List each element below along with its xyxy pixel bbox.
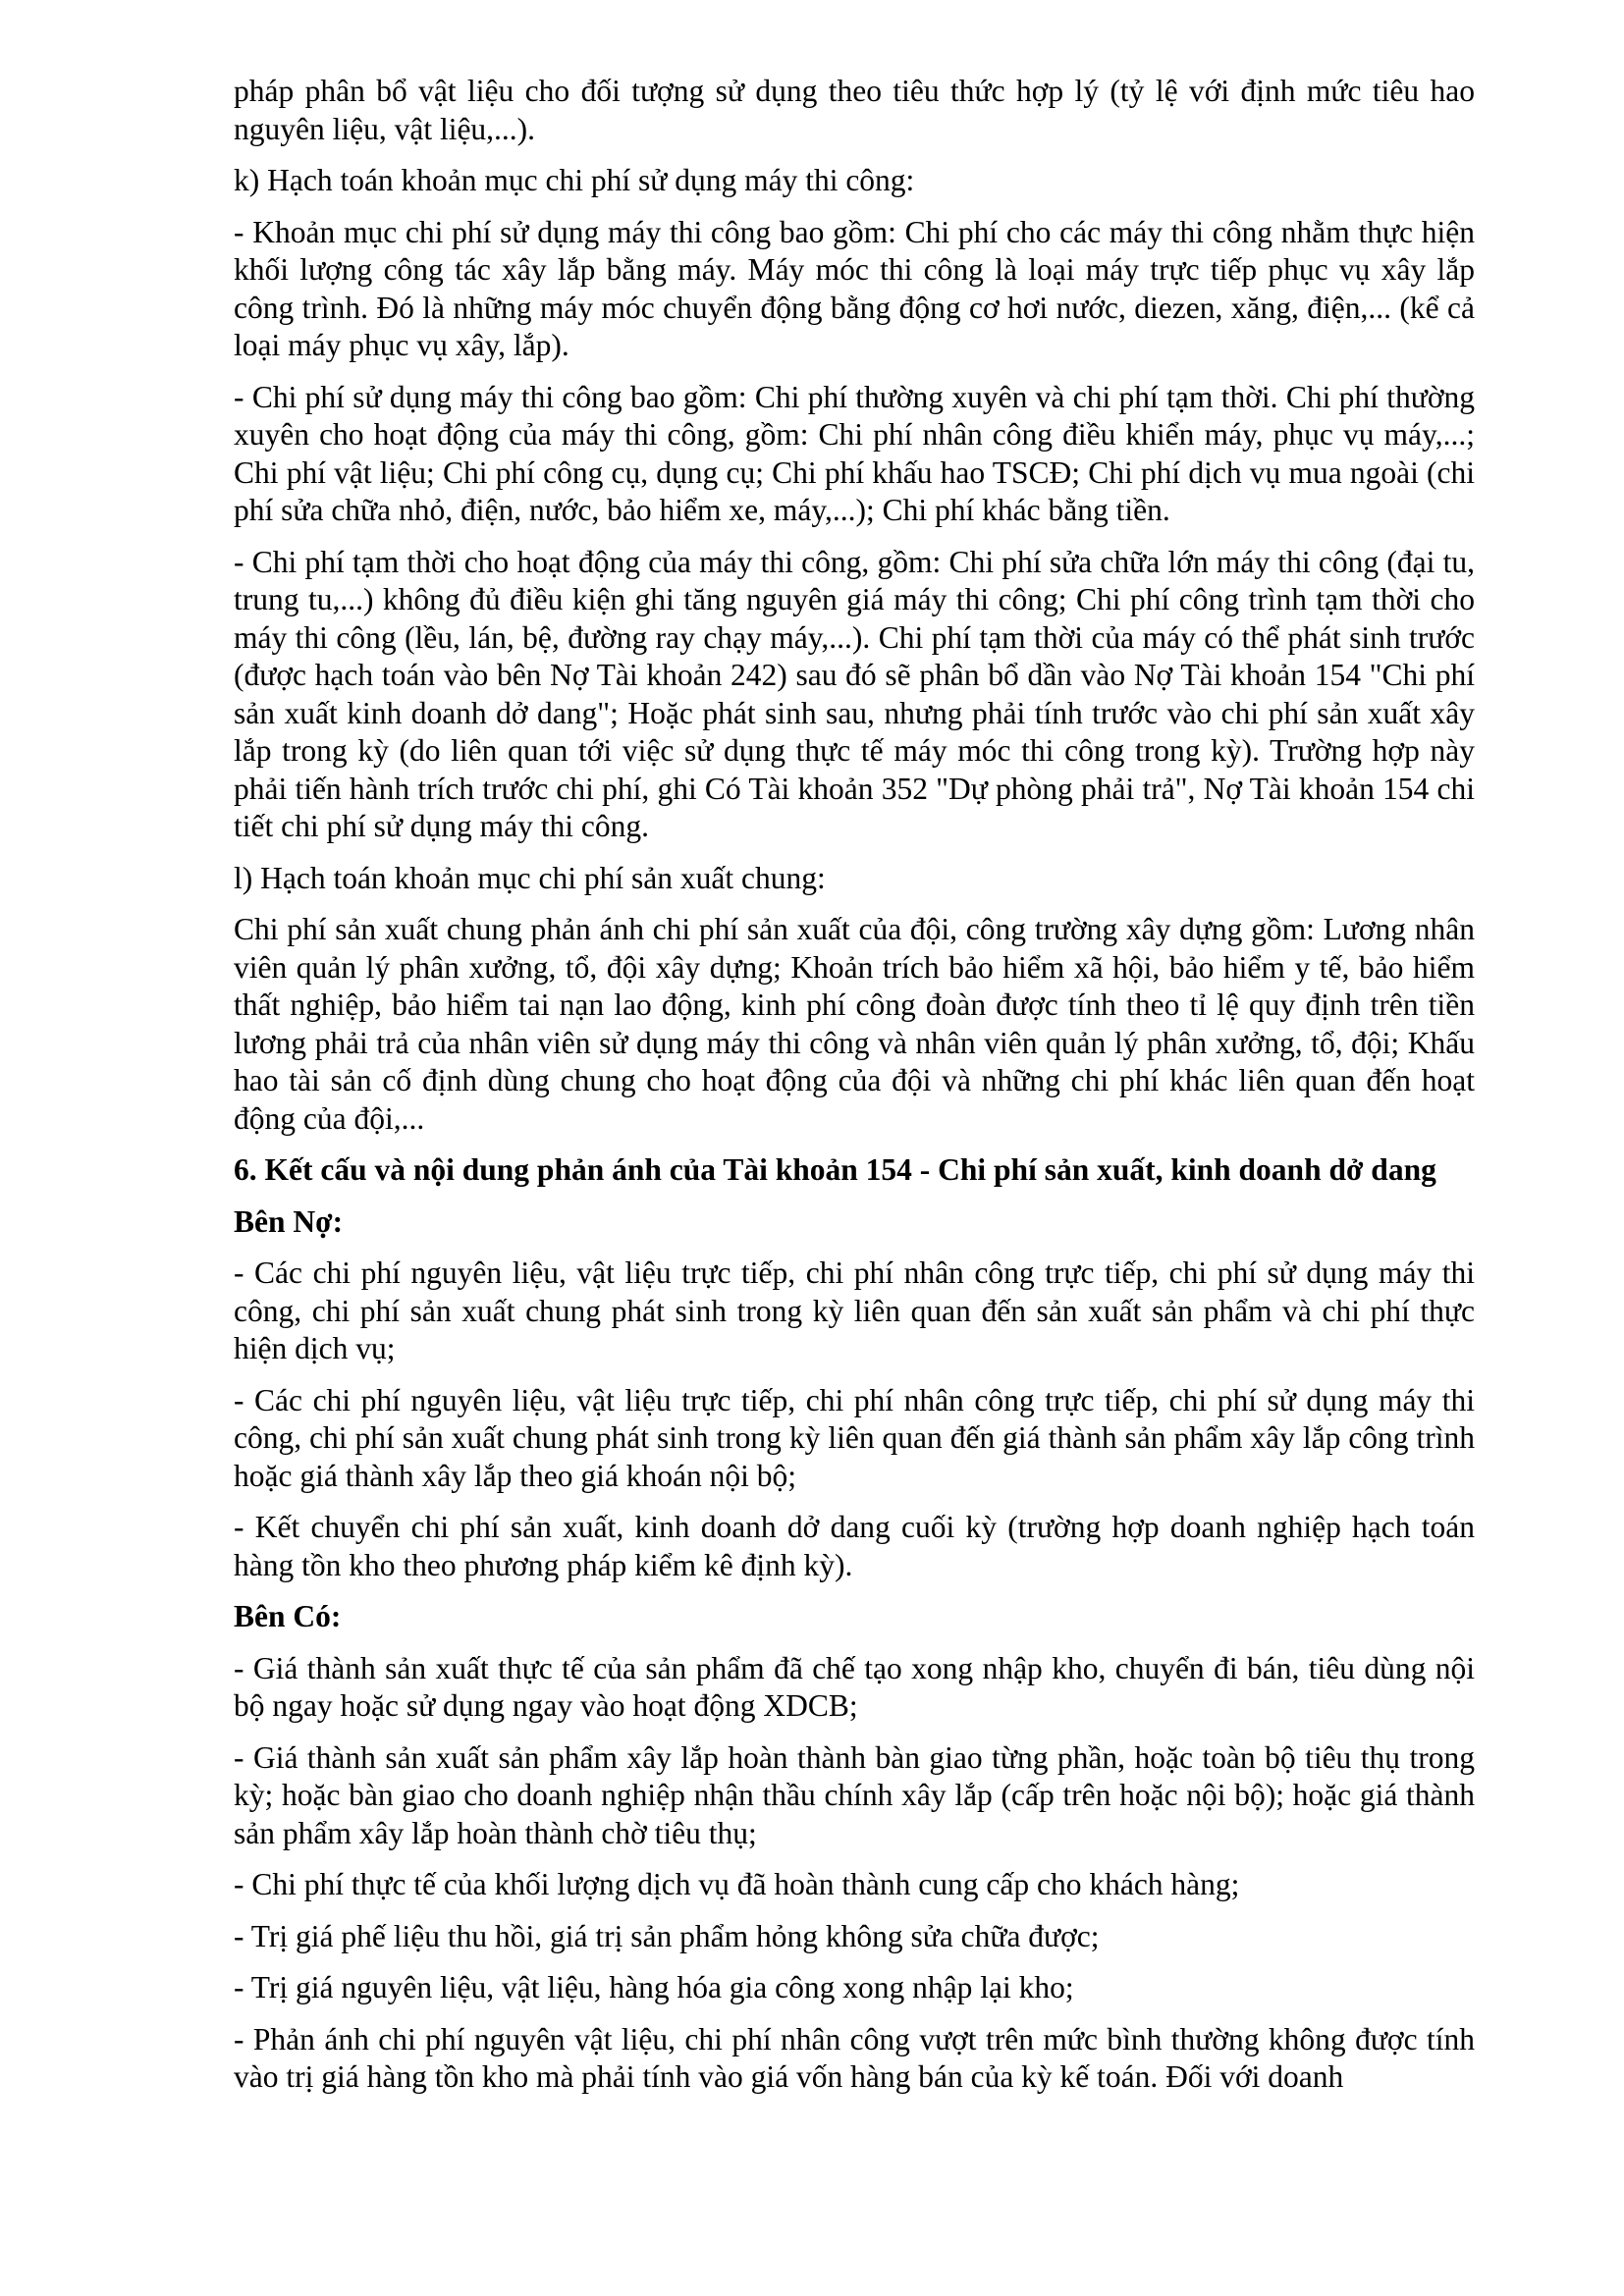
document-page: [234, 73, 1475, 2110]
paragraph-machine-cost-scope: - Khoản mục chi phí sử dụng máy thi công bao gồm: Chi phí cho các máy thi công nhằm thực hiện khối lượng công tác xây lắp bằng máy. Máy móc thi công là loại máy trực tiếp phục vụ xây lắp công trình. Đó là những máy móc chuyển động bằng động cơ hơi nước, diezen, xăng, điện,... (kể cả loại máy phục vụ xây, lắp).: [234, 214, 1475, 362]
section-6-heading: 6. Kết cấu và nội dung phản ánh của Tài khoản 154 - Chi phí sản xuất, kinh doanh dở dang: [234, 1152, 1436, 1187]
section-l-heading: l) Hạch toán khoản mục chi phí sản xuất chung:: [234, 860, 826, 895]
credit-side-heading: Bên Có:: [234, 1599, 342, 1633]
paragraph-allocation-continued: pháp phân bổ vật liệu cho đối tượng sử dụng theo tiêu thức hợp lý (tỷ lệ với định mức tiêu hao nguyên liệu, vật liệu,...).: [234, 74, 1475, 146]
debit-item-2: - Các chi phí nguyên liệu, vật liệu trực tiếp, chi phí nhân công trực tiếp, chi phí sử dụng máy thi công, chi phí sản xuất chung phát sinh trong kỳ liên quan đến giá thành sản phẩm xây lắp công trình hoặc giá thành xây lắp theo giá khoán nội bộ;: [234, 1382, 1475, 1493]
credit-item-5: - Trị giá nguyên liệu, vật liệu, hàng hóa gia công xong nhập lại kho;: [234, 1970, 1074, 2004]
credit-item-3: - Chi phí thực tế của khối lượng dịch vụ đã hoàn thành cung cấp cho khách hàng;: [234, 1867, 1240, 1901]
credit-item-1: - Giá thành sản xuất thực tế của sản phẩm đã chế tạo xong nhập kho, chuyển đi bán, tiêu dùng nội bộ ngay hoặc sử dụng ngay vào hoạt động XDCB;: [234, 1650, 1475, 1723]
paragraph-machine-cost-temporary: - Chi phí tạm thời cho hoạt động của máy thi công, gồm: Chi phí sửa chữa lớn máy thi công (đại tu, trung tu,...) không đủ điều kiện ghi tăng nguyên giá máy thi công; Chi phí công trình tạm thời cho máy thi công (lều, lán, bệ, đường ray chạy máy,...). Chi phí tạm thời của máy có thể phát sinh trước (được hạch toán vào bên Nợ Tài khoản 242) sau đó sẽ phân bổ dần vào Nợ Tài khoản 154 "Chi phí sản xuất kinh doanh dở dang"; Hoặc phát sinh sau, nhưng phải tính trước vào chi phí sản xuất xây lắp trong kỳ (do liên quan tới việc sử dụng thực tế máy móc thi công trong kỳ). Trường hợp này phải tiến hành trích trước chi phí, ghi Có Tài khoản 352 "Dự phòng phải trả", Nợ Tài khoản 154 chi tiết chi phí sử dụng máy thi công.: [234, 544, 1475, 843]
section-k-heading: k) Hạch toán khoản mục chi phí sử dụng máy thi công:: [234, 163, 915, 197]
credit-item-4: - Trị giá phế liệu thu hồi, giá trị sản phẩm hỏng không sửa chữa được;: [234, 1918, 1100, 1953]
debit-item-1: - Các chi phí nguyên liệu, vật liệu trực tiếp, chi phí nhân công trực tiếp, chi phí sử dụng máy thi công, chi phí sản xuất chung phát sinh trong kỳ liên quan đến sản xuất sản phẩm và chi phí thực hiện dịch vụ;: [234, 1255, 1475, 1365]
paragraph-general-production-cost: Chi phí sản xuất chung phản ánh chi phí sản xuất của đội, công trường xây dựng gồm: Lương nhân viên quản lý phân xưởng, tổ, đội xây dựng; Khoản trích bảo hiểm xã hội, bảo hiểm y tế, bảo hiểm thất nghiệp, bảo hiểm tai nạn lao động, kinh phí công đoàn được tính theo tỉ lệ quy định trên tiền lương phải trả của nhân viên sử dụng máy thi công và nhân viên quản lý phân xưởng, tổ, đội; Khấu hao tài sản cố định dùng chung cho hoạt động của đội và những chi phí khác liên quan đến hoạt động của đội,...: [234, 912, 1475, 1136]
credit-item-2: - Giá thành sản xuất sản phẩm xây lắp hoàn thành bàn giao từng phần, hoặc toàn bộ tiêu thụ trong kỳ; hoặc bàn giao cho doanh nghiệp nhận thầu chính xây lắp (cấp trên hoặc nội bộ); hoặc giá thành sản phẩm xây lắp hoàn thành chờ tiêu thụ;: [234, 1739, 1475, 1850]
debit-item-3: - Kết chuyển chi phí sản xuất, kinh doanh dở dang cuối kỳ (trường hợp doanh nghiệp hạch toán hàng tồn kho theo phương pháp kiểm kê định kỳ).: [234, 1510, 1475, 1582]
paragraph-machine-cost-regular: - Chi phí sử dụng máy thi công bao gồm: Chi phí thường xuyên và chi phí tạm thời. Chi phí thường xuyên cho hoạt động của máy thi công, gồm: Chi phí nhân công điều khiển máy, phục vụ máy,...; Chi phí vật liệu; Chi phí công cụ, dụng cụ; Chi phí khấu hao TSCĐ; Chi phí dịch vụ mua ngoài (chi phí sửa chữa nhỏ, điện, nước, bảo hiểm xe, máy,...); Chi phí khác bằng tiền.: [234, 379, 1475, 527]
credit-item-6: - Phản ánh chi phí nguyên vật liệu, chi phí nhân công vượt trên mức bình thường không được tính vào trị giá hàng tồn kho mà phải tính vào giá vốn hàng bán của kỳ kế toán. Đối với doanh: [234, 2021, 1475, 2094]
debit-side-heading: Bên Nợ:: [234, 1203, 344, 1239]
